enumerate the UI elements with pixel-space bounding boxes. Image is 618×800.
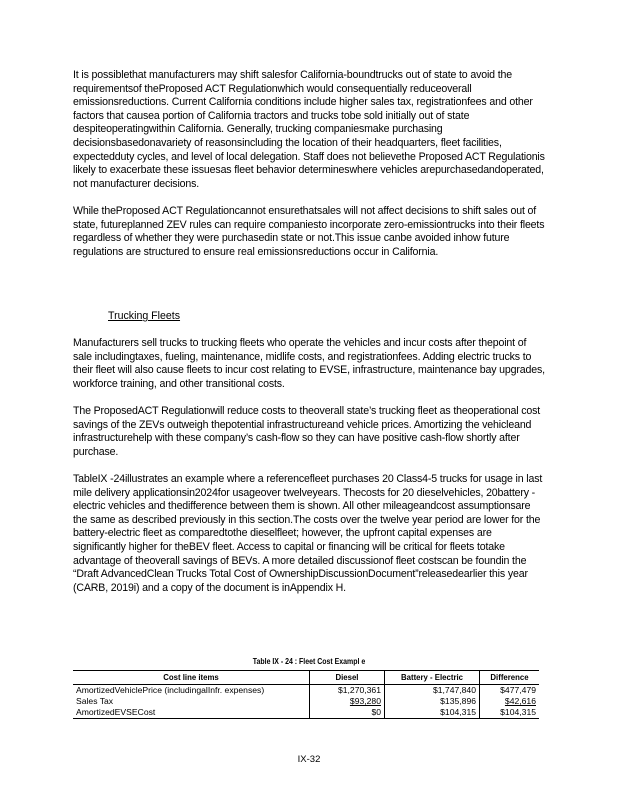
table-header-row xyxy=(73,671,539,685)
paragraph-out-of-state-sales: It is possiblethat manufacturers may shift salesfor California-boundtrucks out of state to avoid the requirementsof theProposed ACT Regulationwhich would consequentially reduceoverall emissionsreductions. Current California conditions include higher sales tax, registrationfees and other factors that causea portion of California tractors and trucks tobe sold initially out of state despiteoperatingwithin California. Generally, trucking companiesmake purchasing decisionsbasedonavariety of reasonsincluding the location of their headquarters, fleet facilities, expectedduty cycles, and level of local delegation. Staff does not believethe Proposed ACT Regulationis likely to exacerbate these issuesas fleet behavior determineswhere vehicles arepurchasedandoperated, not manufacturer decisions. xyxy=(73,69,545,190)
table-title: Table IX - 24 : Fleet Cost Exampl e xyxy=(252,657,366,666)
cell-battery-electric: $135,896 xyxy=(385,696,480,707)
cell-diesel: $1,270,361 xyxy=(310,685,385,697)
paragraph-future-zev-rules: While theProposed ACT Regulationcannot ensurethatsales will not affect decisions to shift sales out of state, futureplanned ZEV rules can require companiesto incorporate zero-emissiontrucks into their fleets regardless of whether they were purchasedin state or not.This issue canbe avoided inhow future regulations are structured to ensure real emissionsreductions occur in California. xyxy=(73,204,545,258)
body-text-upper xyxy=(73,69,547,273)
table-row xyxy=(73,696,539,707)
cell-difference: $104,315 xyxy=(480,707,540,719)
page-number: IX-32 xyxy=(297,754,321,765)
header-difference: Difference xyxy=(480,671,540,685)
body-text-lower xyxy=(73,337,547,609)
cell-cost-item: AmortizedVehiclePrice (includingalInfr. expenses) xyxy=(76,685,265,695)
cell-cost-item: AmortizedEVSECost xyxy=(73,707,310,719)
cell-diesel: $0 xyxy=(310,707,385,719)
table-row xyxy=(73,707,539,719)
paragraph-cost-reduction: The ProposedACT Regulationwill reduce costs to theoverall state’s trucking fleet as theoperational cost savings of the ZEVs outweigh thepotential infrastructureand vehicle prices. Amortizing the vehicleand infrastructurehelp with these company’s cash-flow so they can have positive cash-flow shortly after purchase. xyxy=(73,404,541,458)
header-diesel: Diesel xyxy=(310,671,385,685)
cell-diesel: $93,280 xyxy=(310,696,385,707)
section-heading-trucking-fleets: Trucking Fleets xyxy=(108,310,181,322)
cell-difference: $477,479 xyxy=(480,685,540,697)
paragraph-table-description: TableIX -24illustrates an example where a referencefleet purchases 20 Class4-5 trucks for usage in last mile delivery applicationsin2024for usageover twelveyears. Thecosts for 20 dieselvehicles, 20battery -electric vehicles and thedifference between them is shown. All other mileageandcost assumptionsare the same as described previously in this section.The costs over the twelve year period are lower for the battery-electric fleet as comparedtothe dieselfleet; however, the upfront capital expenses are significantly higher for theBEV fleet. Access to capital or financing will be critical for fleets totake advantage of theoverall savings of BEVs. A more detailed discussionof fleet costscan be foundin the “Draft AdvancedClean Trucks Total Cost of OwnershipDiscussionDocument”releasedearlier this year (CARB, 2019i) and a copy of the document is inAppendix H. xyxy=(73,472,543,594)
paragraph-fleet-costs: Manufacturers sell trucks to trucking fleets who operate the vehicles and incur costs after thepoint of sale includingtaxes, fueling, maintenance, midlife costs, and registrationfees. Adding electric trucks to their fleet will also cause fleets to incur cost relating to EVSE, infrastructure, maintenance bay upgrades, workforce training, and other transitional costs. xyxy=(73,337,545,390)
table-row xyxy=(73,685,539,697)
header-cost-line-items: Cost line items xyxy=(73,671,310,685)
header-battery-electric: Battery - Electric xyxy=(385,671,480,685)
cell-difference: $42,616 xyxy=(480,696,540,707)
cell-battery-electric: $104,315 xyxy=(385,707,480,719)
cell-battery-electric: $1,747,840 xyxy=(385,685,480,697)
cell-cost-item: Sales Tax xyxy=(76,696,114,706)
fleet-cost-table xyxy=(73,670,539,719)
